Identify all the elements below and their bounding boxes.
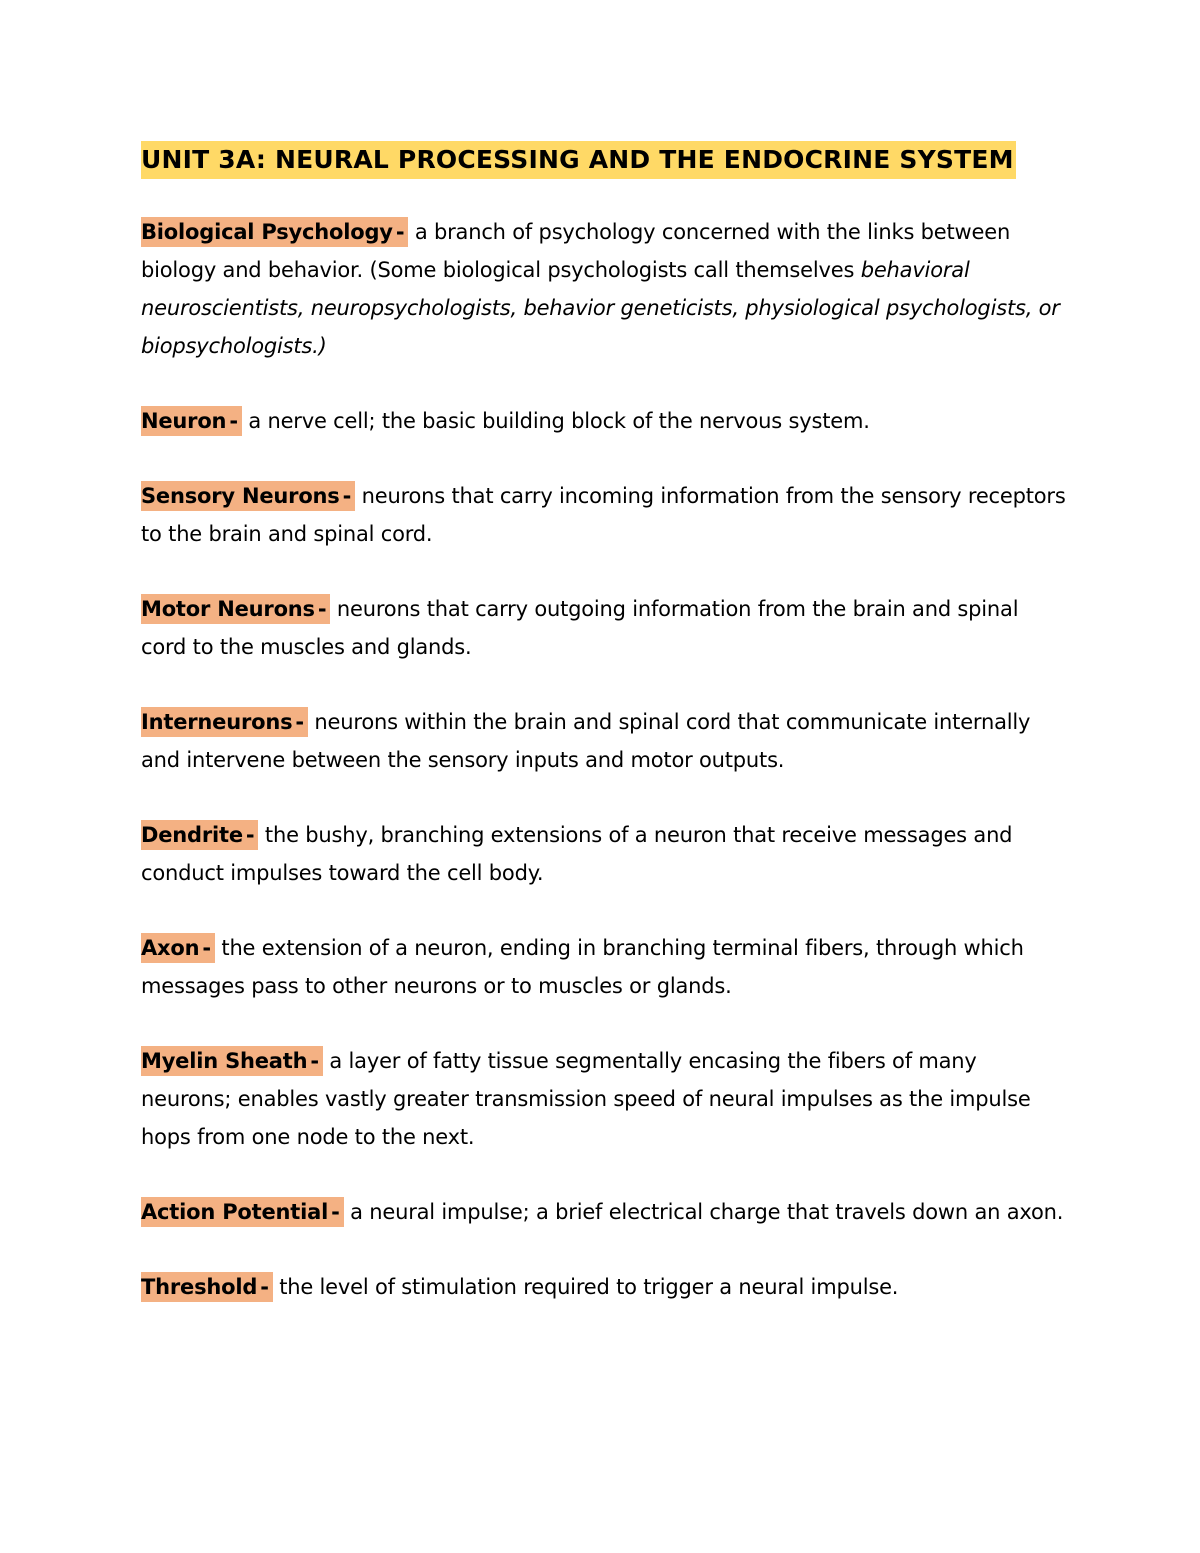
definition-text: the extension of a neuron, ending in branching terminal fibers, through which messages pass to other neurons or to muscles or glands. bbox=[141, 936, 1024, 998]
glossary-entry-interneurons bbox=[141, 703, 1066, 779]
term-highlight bbox=[141, 1046, 323, 1076]
glossary-entry-action-potential bbox=[141, 1193, 1066, 1231]
term-label: Neuron bbox=[141, 409, 227, 433]
term-dash: - bbox=[295, 710, 304, 734]
term-dash: - bbox=[342, 484, 352, 508]
term-label: Myelin Sheath bbox=[141, 1049, 308, 1073]
term-dash: - bbox=[202, 936, 211, 960]
definition-text: neurons that carry outgoing information from the brain and spinal cord to the muscles and glands. bbox=[141, 597, 1019, 659]
definition-text: the level of stimulation required to trigger a neural impulse. bbox=[279, 1275, 899, 1299]
term-label: Interneurons bbox=[141, 710, 293, 734]
definition-text: a nerve cell; the basic building block of the nervous system. bbox=[248, 409, 870, 433]
term-label: Biological Psychology bbox=[141, 220, 393, 244]
term-label: Threshold bbox=[141, 1275, 258, 1299]
glossary-entry-axon bbox=[141, 929, 1066, 1005]
glossary-entry-biological-psychology bbox=[141, 213, 1066, 365]
term-highlight bbox=[141, 1272, 273, 1302]
term-dash: - bbox=[229, 409, 238, 433]
glossary-entry-neuron bbox=[141, 402, 1066, 440]
term-label: Motor Neurons bbox=[141, 597, 315, 621]
definition-text: a branch of psychology concerned with the links between biology and behavior. (Some biological psychologists call themselves bbox=[141, 220, 1011, 282]
page-title: UNIT 3A: NEURAL PROCESSING AND THE ENDOCRINE SYSTEM bbox=[141, 141, 1016, 179]
definition-text: neurons that carry incoming information from the sensory receptors to the brain and spinal cord. bbox=[141, 484, 1066, 546]
definition-text: a neural impulse; a brief electrical charge that travels down an axon. bbox=[350, 1200, 1064, 1224]
definition-italic-text: behavioral neuroscientists, neuropsychologists, behavior geneticists, physiological psychologists, or biopsychologists.) bbox=[141, 258, 1060, 358]
glossary-entry-dendrite bbox=[141, 816, 1066, 892]
term-label: Dendrite bbox=[141, 823, 243, 847]
definition-text: the bushy, branching extensions of a neuron that receive messages and conduct impulses toward the cell body. bbox=[141, 823, 1013, 885]
term-dash: - bbox=[260, 1275, 269, 1299]
term-highlight bbox=[141, 217, 408, 247]
glossary-entry-sensory-neurons bbox=[141, 477, 1066, 553]
term-highlight bbox=[141, 481, 355, 511]
document-page bbox=[141, 141, 1066, 1343]
term-highlight bbox=[141, 707, 308, 737]
term-dash: - bbox=[331, 1200, 340, 1224]
term-highlight bbox=[141, 406, 242, 436]
term-label: Sensory Neurons bbox=[141, 484, 340, 508]
term-highlight bbox=[141, 1197, 344, 1227]
term-dash: - bbox=[395, 220, 405, 244]
definition-text: a layer of fatty tissue segmentally encasing the fibers of many neurons; enables vastly greater transmission speed of neural impulses as the impulse hops from one node to the next. bbox=[141, 1049, 1031, 1149]
term-label: Action Potential bbox=[141, 1200, 329, 1224]
term-dash: - bbox=[245, 823, 255, 847]
term-dash: - bbox=[310, 1049, 319, 1073]
term-highlight bbox=[141, 594, 330, 624]
term-highlight bbox=[141, 820, 258, 850]
term-highlight bbox=[141, 933, 215, 963]
glossary-entry-motor-neurons bbox=[141, 590, 1066, 666]
glossary-entry-myelin-sheath bbox=[141, 1042, 1066, 1156]
term-label: Axon bbox=[141, 936, 200, 960]
term-dash: - bbox=[317, 597, 327, 621]
definition-text: neurons within the brain and spinal cord that communicate internally and intervene between the sensory inputs and motor outputs. bbox=[141, 710, 1031, 772]
glossary-entry-threshold bbox=[141, 1268, 1066, 1306]
